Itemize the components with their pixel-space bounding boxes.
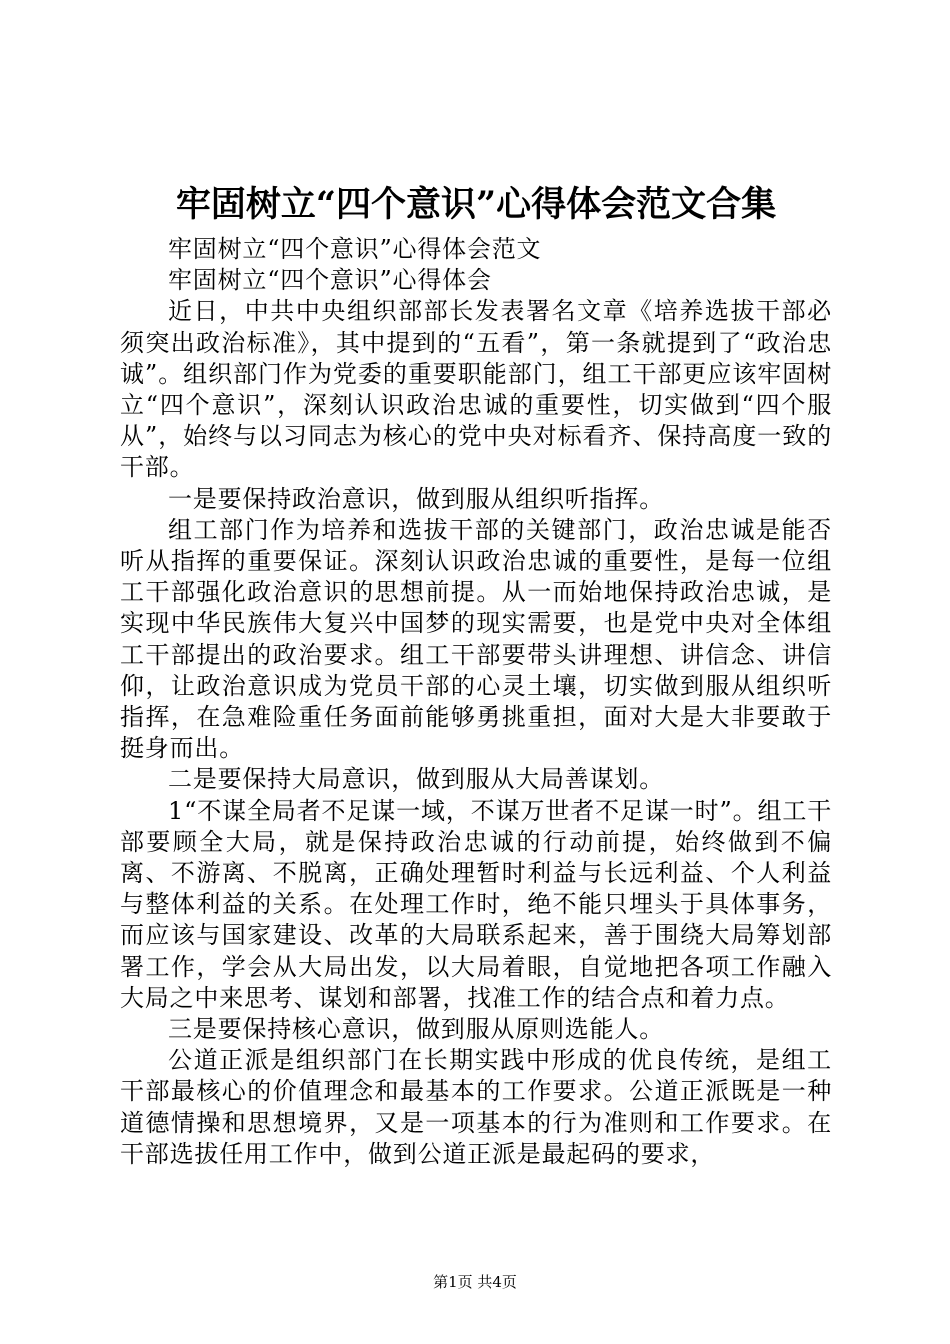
paragraph: 三是要保持核心意识，做到服从原则选能人。 — [168, 1015, 664, 1044]
paragraph: 牢固树立“四个意识”心得体会 — [168, 266, 492, 295]
paragraph: 一是要保持政治意识，做到服从组织听指挥。 — [168, 484, 664, 513]
page-footer: 第1页 共4页 — [433, 1273, 517, 1291]
paragraph: 1“不谋全局者不足谋一域，不谋万世者不足谋一时”。组工干部要顾全大局，就是保持政治忠诚的行动前提，始终做到不偏离、不游离、不脱离，正确处理暂时利益与长远利益、个人利益与整体利益的关系。在处理工作时，绝不能只埋头于具体事务，而应该与国家建设、改革的大局联系起来，善于围绕大局筹划部署工作，学会从大局出发，以大局着眼，自觉地把各项工作融入大局之中来思考、谋划和部署，找准工作的结合点和着力点。 — [120, 796, 832, 1012]
document-body — [120, 234, 832, 1170]
paragraph: 公道正派是组织部门在长期实践中形成的优良传统，是组工干部最核心的价值理念和最基本的工作要求。公道正派既是一种道德情操和思想境界，又是一项基本的行为准则和工作要求。在干部选拔任用工作中，做到公道正派是最起码的要求， — [120, 1046, 832, 1168]
paragraph: 近日，中共中央组织部部长发表署名文章《培养选拔干部必须突出政治标准》，其中提到的“五看”，第一条就提到了“政治忠诚”。组织部门作为党委的重要职能部门，组工干部更应该牢固树立“四个意识”，深刻认识政治忠诚的重要性，切实做到“四个服从”，始终与以习同志为核心的党中央对标看齐、保持高度一致的干部。 — [120, 297, 832, 482]
document-page — [120, 180, 832, 1170]
document-title: 牢固树立“四个意识”心得体会范文合集 — [175, 184, 777, 225]
paragraph: 组工部门作为培养和选拔干部的关键部门，政治忠诚是能否听从指挥的重要保证。深刻认识政治忠诚的重要性，是每一位组工干部强化政治意识的思想前提。从一而始地保持政治忠诚，是实现中华民族伟大复兴中国梦的现实需要，也是党中央对全体组工干部提出的政治要求。组工干部要带头讲理想、讲信念、讲信仰，让政治意识成为党员干部的心灵土壤，切实做到服从组织听指挥，在急难险重任务面前能够勇挑重担，面对大是大非要敢于挺身而出。 — [120, 515, 832, 763]
paragraph: 二是要保持大局意识，做到服从大局善谋划。 — [168, 765, 664, 794]
paragraph: 牢固树立“四个意识”心得体会范文 — [168, 235, 542, 263]
